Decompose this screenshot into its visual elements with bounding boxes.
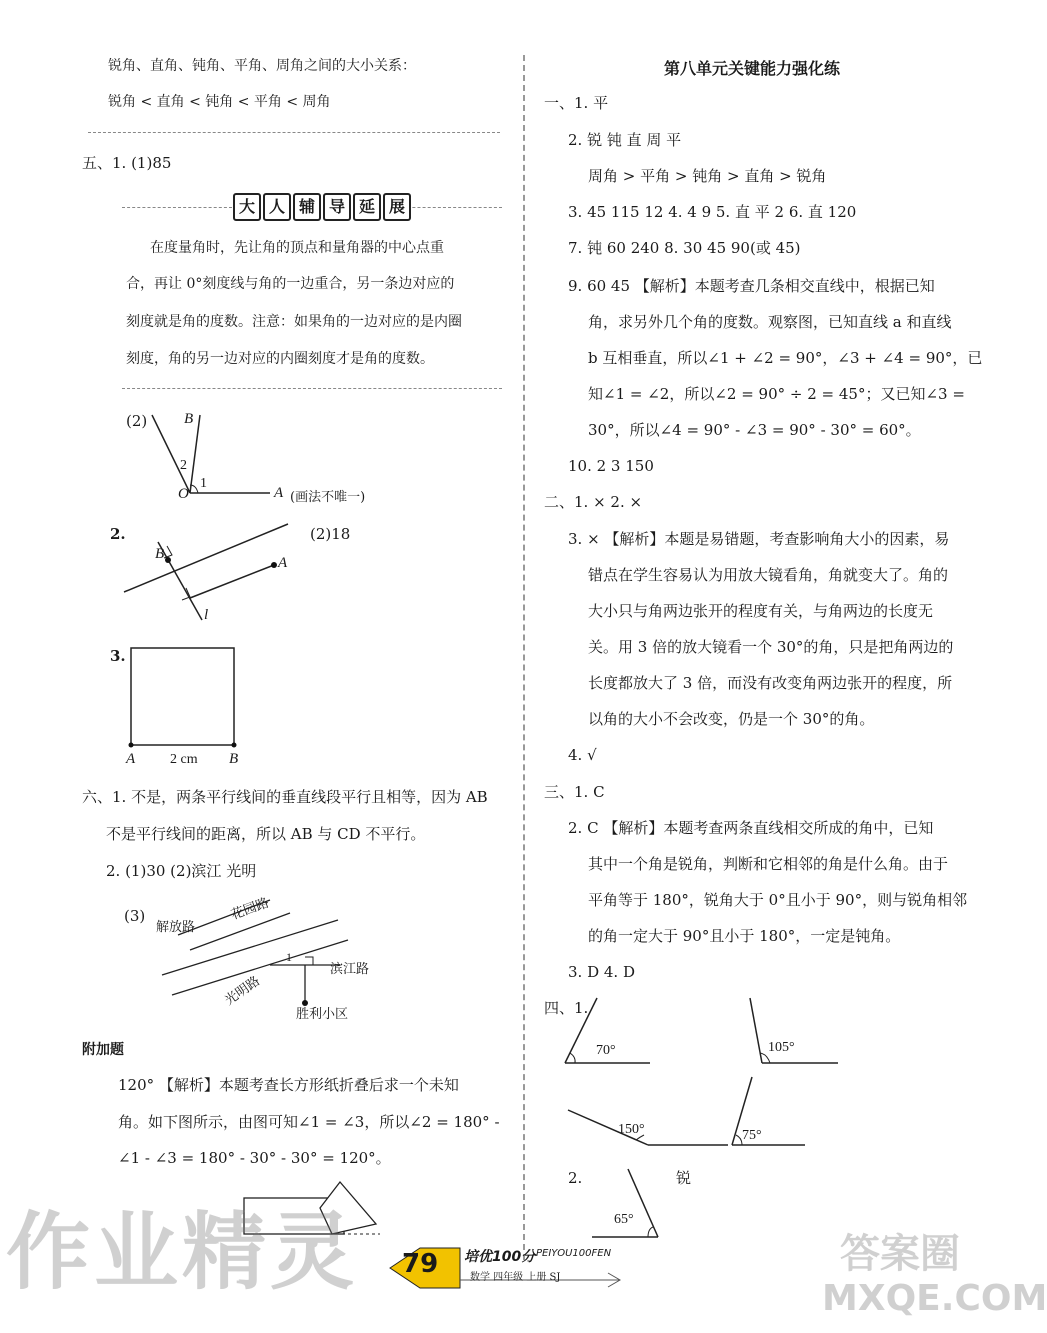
map-road-jiefang: 解放路 bbox=[156, 920, 196, 935]
fig2-label-O: O bbox=[178, 486, 189, 502]
tip-line: 刻度，角的另一边对应的内圈刻度才是角的度数。 bbox=[126, 351, 434, 367]
answer-line: 2. C 【解析】本题考查两条直线相交所成的角中，已知 bbox=[568, 819, 934, 837]
tip-char: 展 bbox=[383, 193, 411, 221]
answer-line: 大小只与角两边张开的程度有关，与角两边的长度无 bbox=[588, 602, 934, 620]
answer-line: 错点在学生容易认为用放大镜看角，角就变大了。角的 bbox=[588, 566, 949, 584]
answer-line: 4. √ bbox=[568, 746, 597, 764]
section4-q2-number: 2. bbox=[568, 1169, 583, 1187]
answer-line: 周角 > 平角 > 钝角 > 直角 > 锐角 bbox=[588, 167, 827, 185]
tip-title bbox=[232, 193, 412, 221]
answer-line: 2. 锐 钝 直 周 平 bbox=[568, 131, 682, 149]
extra-line: 角。如下图所示，由图可知∠1 = ∠3，所以∠2 = 180° - bbox=[118, 1113, 500, 1131]
fig2-label-2: 2 bbox=[180, 458, 187, 473]
watermark-right: 答案圈 bbox=[840, 1231, 960, 1277]
section6-q2: 2. (1)30 (2)滨江 光明 bbox=[106, 862, 257, 880]
tip-char: 人 bbox=[263, 193, 291, 221]
answer-line: b 互相垂直，所以∠1 + ∠2 = 90°，∠3 + ∠4 = 90°，已 bbox=[588, 349, 983, 367]
watermark-url: MXQE.COM bbox=[822, 1278, 1047, 1319]
fig2-label-1: 1 bbox=[200, 476, 207, 491]
q2-label-A: A bbox=[278, 555, 288, 571]
tip-char: 辅 bbox=[293, 193, 321, 221]
answer-line: 3. D 4. D bbox=[568, 963, 635, 981]
answer-line: 3. × 【解析】本题是易错题，考查影响角大小的因素，易 bbox=[568, 530, 950, 548]
extra-line: 120° 【解析】本题考查长方形纸折叠后求一个未知 bbox=[118, 1076, 459, 1094]
angle-label: 105° bbox=[768, 1040, 795, 1055]
fig2-number: (2) bbox=[126, 412, 148, 430]
brand-name: 培优100分 bbox=[464, 1249, 536, 1265]
tip-line: 合，再让 0°刻度线与角的一边重合，另一条边对应的 bbox=[126, 276, 455, 292]
angle-label: 150° bbox=[618, 1122, 645, 1137]
relation-line: 锐角 < 直角 < 钝角 < 平角 < 周角 bbox=[108, 94, 331, 110]
tip-char: 大 bbox=[233, 193, 261, 221]
angle-label: 75° bbox=[742, 1128, 762, 1143]
section6-line1: 六、1. 不是，两条平行线间的垂直线段平行且相等，因为 AB bbox=[82, 788, 488, 806]
answer-line: 角，求另外几个角的度数。观察图，已知直线 a 和直线 bbox=[588, 313, 952, 331]
unit-title: 第八单元关键能力强化练 bbox=[664, 59, 841, 78]
answer-line: 关。用 3 倍的放大镜看一个 30°的角，只是把角两边的 bbox=[588, 638, 954, 656]
brand-sub: 数学 四年级 上册 SJ bbox=[470, 1272, 561, 1283]
section6-line2: 不是平行线间的距离，所以 AB 与 CD 不平行。 bbox=[106, 825, 426, 843]
watermark-left: 作业精灵 bbox=[6, 1203, 359, 1301]
answer-line: 知∠1 = ∠2，所以∠2 = 90° ÷ 2 = 45°；又已知∠3 = bbox=[588, 385, 965, 403]
answer-line: 三、1. C bbox=[544, 783, 605, 801]
q2-number: 2. bbox=[110, 525, 126, 543]
section5-q1: 五、1. (1)85 bbox=[82, 154, 172, 172]
tip-bottom-dash bbox=[122, 388, 502, 389]
fig2-note: (画法不唯一) bbox=[290, 490, 366, 505]
q3-label-B: B bbox=[229, 751, 239, 767]
tip-char: 延 bbox=[353, 193, 381, 221]
q2-perpendicular-diagram bbox=[120, 520, 300, 630]
map-road-guangming: 光明路 bbox=[222, 973, 263, 1009]
extra-line: ∠1 - ∠3 = 180° - 30° - 30° = 120°。 bbox=[118, 1149, 391, 1167]
answer-line: 9. 60 45 【解析】本题考查几条相交直线中，根据已知 bbox=[568, 277, 935, 295]
q3-square-diagram bbox=[126, 645, 241, 750]
answer-line: 30°，所以∠4 = 90° - ∠3 = 90° - 30° = 60°。 bbox=[588, 421, 921, 439]
angle-label: 70° bbox=[596, 1043, 616, 1058]
q3-label-A: A bbox=[126, 751, 136, 767]
answer-line: 10. 2 3 150 bbox=[568, 457, 654, 475]
q3-number: 3. bbox=[110, 647, 126, 665]
tip-line: 刻度就是角的度数。注意：如果角的一边对应的是内圈 bbox=[126, 314, 462, 330]
answer-line: 7. 钝 60 240 8. 30 45 90(或 45) bbox=[568, 239, 801, 257]
divider bbox=[88, 132, 500, 133]
section4-q2-word: 锐 bbox=[676, 1169, 692, 1187]
answer-line: 的角一定大于 90°且小于 180°，一定是钝角。 bbox=[588, 927, 901, 945]
fig2-label-A: A bbox=[274, 485, 284, 501]
tip-char: 导 bbox=[323, 193, 351, 221]
section4-number: 四、1. bbox=[544, 999, 589, 1017]
map-angle-1: 1 bbox=[286, 950, 292, 964]
answer-line: 长度都放大了 3 倍，而没有改变角两边张开的程度，所 bbox=[588, 674, 953, 692]
angle65-diagram bbox=[590, 1165, 670, 1245]
q2-answer: (2)18 bbox=[310, 525, 351, 543]
column-divider bbox=[523, 55, 525, 1260]
fig2-label-B: B bbox=[184, 411, 194, 427]
map-place: 胜利小区 bbox=[296, 1007, 349, 1022]
q2-label-B: B bbox=[155, 546, 165, 562]
answer-line: 其中一个角是锐角，判断和它相邻的角是什么角。由于 bbox=[588, 855, 949, 873]
tip-dash-left bbox=[122, 207, 232, 208]
answer-line: 二、1. × 2. × bbox=[544, 493, 643, 511]
extra-title: 附加题 bbox=[82, 1042, 124, 1058]
q3-length: 2 cm bbox=[170, 752, 198, 767]
answer-line: 以角的大小不会改变，仍是一个 30°的角。 bbox=[588, 710, 875, 728]
page-number: 79 bbox=[402, 1249, 439, 1279]
map-road-huayuan: 花园路 bbox=[229, 895, 272, 924]
tip-line: 在度量角时，先让角的顶点和量角器的中心点重 bbox=[150, 240, 444, 256]
angle-label-65: 65° bbox=[614, 1212, 634, 1227]
answer-line: 一、1. 平 bbox=[544, 94, 609, 112]
brand-en: PEIYOU100FEN bbox=[536, 1248, 612, 1259]
answer-line: 3. 45 115 12 4. 4 9 5. 直 平 2 6. 直 120 bbox=[568, 203, 857, 221]
map-road-binjiang: 滨江路 bbox=[330, 962, 370, 977]
answer-line: 平角等于 180°，锐角大于 0°且小于 90°，则与锐角相邻 bbox=[588, 891, 968, 909]
map-number: (3) bbox=[124, 907, 146, 925]
relation-title: 锐角、直角、钝角、平角、周角之间的大小关系： bbox=[108, 58, 416, 74]
q2-label-l: l bbox=[204, 607, 209, 623]
